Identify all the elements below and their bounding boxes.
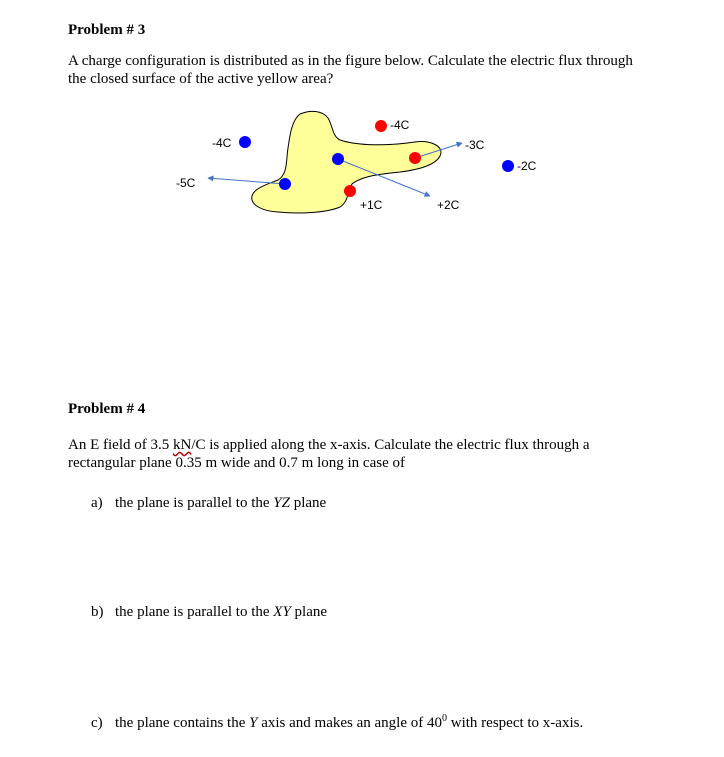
item-c-text xyxy=(115,714,583,732)
problem-4-text-line-2: rectangular plane 0.35 m wide and 0.7 m long in case of xyxy=(68,455,405,471)
label-plus-1c: +1C xyxy=(360,198,383,212)
problem-4-text-line-1 xyxy=(68,436,590,454)
arrow-to-minus-5c xyxy=(208,178,285,184)
item-c-text-mid: axis and makes an angle of 40 xyxy=(261,715,442,731)
item-c-degree-superscript: 0 xyxy=(442,713,447,724)
charge-minus-4c-left xyxy=(239,136,251,148)
problem-4-heading: Problem # 4 xyxy=(68,401,146,417)
label-minus-4c-top: -4C xyxy=(390,118,410,132)
item-c-axis: Y xyxy=(249,715,258,731)
item-c-text-end: with respect to x-axis. xyxy=(447,715,584,731)
item-b-text xyxy=(115,603,327,621)
charge-minus-2c xyxy=(502,160,514,172)
problem-4-line-1-start: An E field of 3.5 xyxy=(68,437,173,453)
problem-3-text-line-2: the closed surface of the active yellow area? xyxy=(68,71,334,87)
charge-minus-4c-top xyxy=(375,120,387,132)
problem-3-text-line-1: A charge configuration is distributed as in the figure below. Calculate the electric flux through xyxy=(68,53,633,69)
item-a-plane: YZ xyxy=(273,495,290,511)
label-plus-2c: +2C xyxy=(437,198,460,212)
label-minus-3c: -3C xyxy=(465,138,485,152)
problem-3-heading: Problem # 3 xyxy=(68,22,146,38)
label-minus-5c: -5C xyxy=(176,176,196,190)
item-b-plane: XY xyxy=(273,604,291,620)
item-a-text-start: the plane is parallel to the xyxy=(115,495,270,511)
problem-4-line-1-end: /C is applied along the x-axis. Calculate the electric flux through a xyxy=(191,437,590,453)
unit-kn: kN xyxy=(172,437,192,453)
charge-right-red xyxy=(409,152,421,164)
item-a-suffix: plane xyxy=(293,495,327,511)
item-a-text xyxy=(115,494,326,512)
item-c-text-start: the plane contains the xyxy=(115,715,246,731)
charge-configuration-figure xyxy=(0,0,724,260)
label-minus-4c-left: -4C xyxy=(212,136,232,150)
item-b-marker: b) xyxy=(91,604,104,620)
charge-plus-1c xyxy=(344,185,356,197)
label-minus-2c: -2C xyxy=(517,159,537,173)
item-c-marker: c) xyxy=(91,715,103,731)
charge-center-blue xyxy=(332,153,344,165)
item-a-marker: a) xyxy=(91,495,103,511)
item-b-suffix: plane xyxy=(294,604,328,620)
item-b-text-start: the plane is parallel to the xyxy=(115,604,270,620)
charge-left-blue xyxy=(279,178,291,190)
